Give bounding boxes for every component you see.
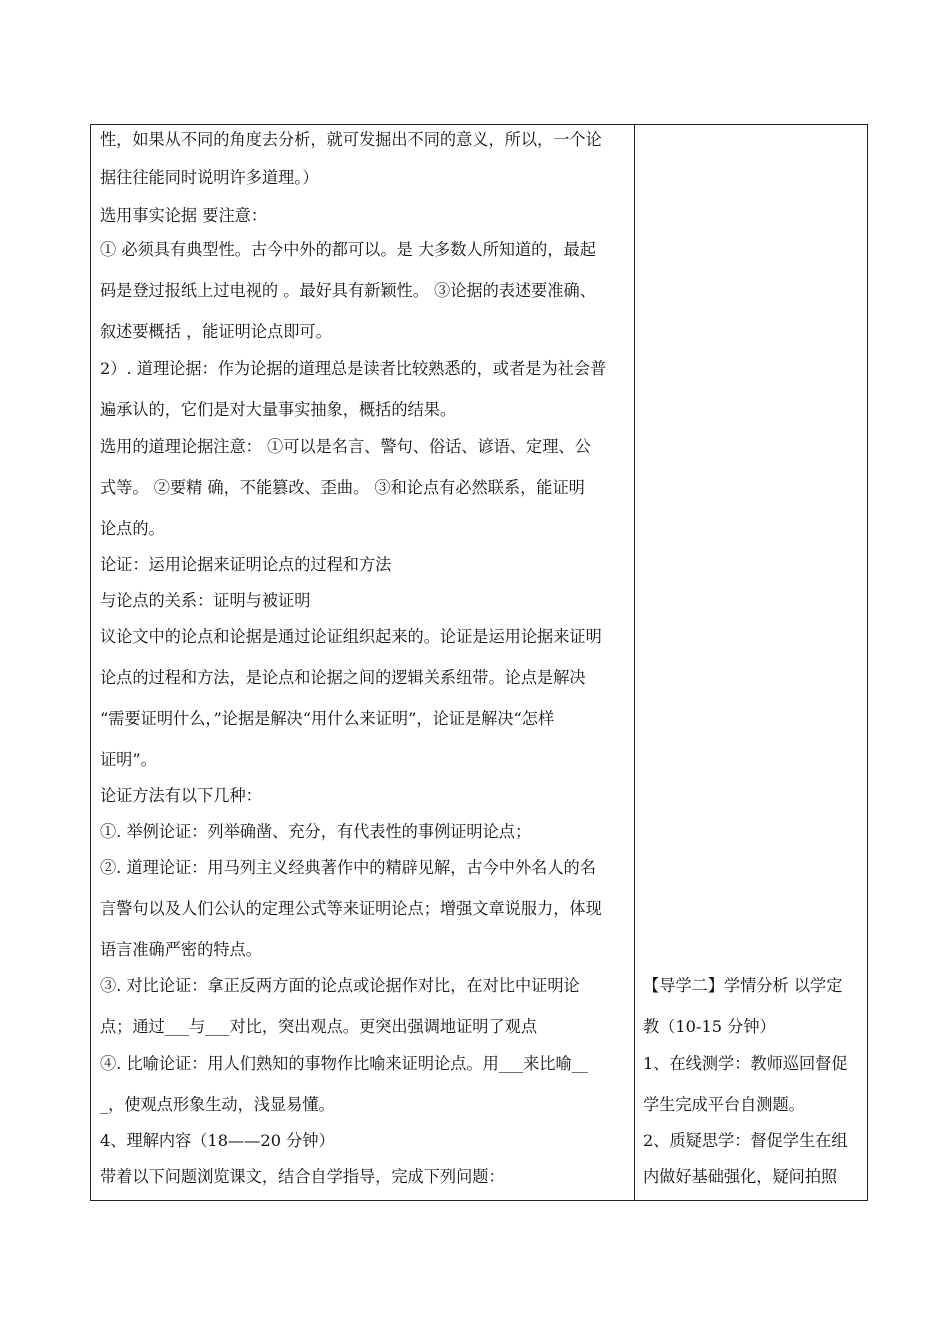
text-line: ① 必须具有典型性。古今中外的都可以。是 大多数人所知道的，最起	[100, 240, 596, 259]
text-line: “需要证明什么，”论据是解决“用什么来证明”，论证是解决“怎样	[100, 709, 555, 728]
text-line: 2）. 道理论据：作为论据的道理总是读者比较熟悉的，或者是为社会普	[100, 359, 607, 378]
text-line: 论点的过程和方法，是论点和论据之间的逻辑关系纽带。论点是解决	[100, 668, 586, 687]
guidance-column	[634, 125, 868, 1200]
text-line: 带着以下问题浏览课文，结合自学指导，完成下列问题：	[100, 1167, 505, 1186]
text-line: 内做好基础强化，疑问拍照	[643, 1167, 838, 1186]
text-line: 论证：运用论据来证明论点的过程和方法	[100, 555, 392, 574]
text-line: 论点的。	[100, 519, 165, 538]
text-line: 4、理解内容（18——20 分钟）	[100, 1131, 335, 1150]
text-line: 证明”。	[100, 750, 157, 769]
text-line: 与论点的关系：证明与被证明	[100, 591, 311, 610]
text-line: 学生完成平台自测题。	[643, 1095, 805, 1114]
text-line: 语言准确严密的特点。	[100, 940, 262, 959]
text-line: _，使观点形象生动，浅显易懂。	[100, 1095, 335, 1114]
text-line: 议论文中的论点和论据是通过论证组织起来的。论证是运用论据来证明	[100, 627, 602, 646]
content-column	[91, 125, 634, 1200]
text-line: 论证方法有以下几种：	[100, 786, 262, 805]
lesson-plan-table	[90, 124, 868, 1201]
text-line: 码是登过报纸上过电视的 。最好具有新颖性。 ③论据的表述要准确、	[100, 281, 596, 300]
text-line: 据往往能同时说明许多道理。）	[100, 168, 319, 187]
text-line: 教（10-15 分钟）	[643, 1017, 776, 1036]
text-line: ③. 对比论证：拿正反两方面的论点或论据作对比，在对比中证明论	[100, 976, 580, 995]
text-line: 性，如果从不同的角度去分析，就可发掘出不同的意义，所以，一个论	[100, 130, 602, 149]
text-line: 点；通过___与___对比，突出观点。更突出强调地证明了观点	[100, 1017, 538, 1036]
text-line: 选用事实论据 要注意：	[100, 206, 268, 225]
text-line: ②. 道理论证：用马列主义经典著作中的精辟见解，古今中外名人的名	[100, 858, 596, 877]
text-line: 1、在线测学：教师巡回督促	[643, 1054, 848, 1073]
text-line: 言警句以及人们公认的定理公式等来证明论点；增强文章说服力，体现	[100, 899, 602, 918]
text-line: 2、质疑思学：督促学生在组	[643, 1131, 848, 1150]
text-line: 式等。 ②要精 确，不能篡改、歪曲。 ③和论点有必然联系，能证明	[100, 478, 585, 497]
text-line: 【导学二】学情分析 以学定	[643, 976, 843, 995]
text-line: 叙述要概括 ，能证明论点即可。	[100, 322, 332, 341]
text-line: 遍承认的，它们是对大量事实抽象，概括的结果。	[100, 400, 457, 419]
text-line: ④. 比喻论证：用人们熟知的事物作比喻来证明论点。用___来比喻__	[100, 1054, 588, 1073]
text-line: ①. 举例论证：列举确凿、充分，有代表性的事例证明论点；	[100, 822, 532, 841]
text-line: 选用的道理论据注意： ①可以是名言、警句、俗话、谚语、定理、公	[100, 437, 591, 456]
